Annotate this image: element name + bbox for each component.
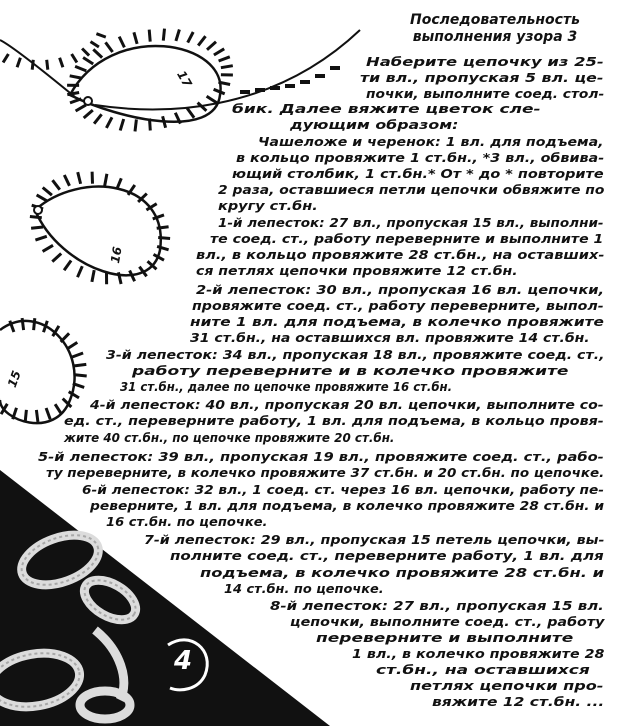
- stitch-tick: [43, 245, 53, 251]
- paragraph-line: 1 вл., в колечко провяжите 28: [352, 646, 605, 661]
- stitch-tick: [67, 93, 79, 95]
- paragraph-line: полните соед. ст., переверните работу, 1 вл. для: [170, 548, 604, 563]
- paragraph-line: в кольцо провяжите 1 ст.бн., *3 вл., обвива-: [236, 150, 605, 165]
- stitch-tick: [52, 254, 61, 262]
- stitch-tick: [30, 217, 42, 218]
- stitch-tick: [106, 117, 112, 128]
- stitch-tick: [35, 236, 46, 240]
- stitch-tick: [106, 42, 113, 52]
- stitch-tick: [17, 58, 20, 68]
- stitch-tick: [92, 270, 94, 282]
- paragraph-line: работу переверните и в колечко провяжите: [132, 363, 569, 378]
- paragraph-line: вл., в кольцо провяжите 28 ст.бн., на оставших-: [196, 247, 605, 262]
- paragraph-line: петлях цепочки про-: [410, 678, 604, 693]
- paragraph-line: 2-й лепесток: 30 вл., пропуская 16 вл. цепочки,: [196, 282, 605, 297]
- stitch-tick: [32, 60, 33, 70]
- paragraph-line: ту переверните, в колечко провяжите 37 ст.бн. и 20 ст.бн. по цепочке.: [46, 465, 605, 480]
- stitch-tick: [176, 30, 180, 41]
- stitch-tick: [34, 318, 35, 330]
- paragraph-line: 16 ст.бн. по цепочке.: [106, 514, 268, 529]
- paragraph-line: 31 ст.бн., на оставшихся вл. провяжите 14 ст.бн.: [190, 330, 590, 345]
- stitch-tick: [219, 57, 230, 61]
- diagram-number-15: 15: [4, 368, 24, 390]
- stitch-tick: [46, 408, 50, 419]
- paragraph-line: вяжите 12 ст.бн. ...: [432, 694, 605, 709]
- paragraph-line: дующим образом:: [290, 117, 459, 132]
- paragraph-line: 8-й лепесток: 27 вл., пропуская 15 вл.: [270, 598, 604, 613]
- stitch-tick: [78, 266, 83, 277]
- stitch-tick: [214, 49, 224, 55]
- stitch-tick: [120, 119, 124, 131]
- stitch-tick: [163, 116, 166, 128]
- stitch-tick: [84, 110, 93, 118]
- stitch-tick: [83, 58, 93, 65]
- stitch-tick: [82, 49, 89, 56]
- heading-line: выполнения узора 3: [412, 29, 578, 45]
- stitch-tick: [31, 227, 43, 228]
- paragraph-line: 31 ст.бн., далее по цепочке провяжите 16 ст.бн.: [120, 379, 453, 394]
- stitch-tick: [96, 34, 105, 37]
- paragraph-line: подъема, в колечко провяжите 28 ст.бн. и: [200, 565, 605, 580]
- stitch-tick: [3, 54, 8, 63]
- stitch-tick: [117, 178, 122, 189]
- stitch-tick: [157, 246, 169, 249]
- paragraph-line: Наберите цепочку из 25-: [366, 54, 604, 69]
- stitch-tick: [22, 318, 24, 330]
- stitch-tick: [94, 114, 102, 123]
- stitch-tick: [72, 353, 83, 357]
- stitch-tick: [60, 58, 63, 68]
- paragraph-line: Чашеложе и черенок: 1 вл. для подъема,: [258, 134, 604, 149]
- paragraph-line: 1-й лепесток: 27 вл., пропуская 15 вл., выполни-: [218, 215, 604, 230]
- paragraph-line: цепочки, выполните соед. ст., работу: [290, 614, 605, 629]
- paragraph-line: 2 раза, оставшиеся петли цепочки обвяжите по: [218, 182, 605, 197]
- stitch-tick: [105, 174, 107, 186]
- stitch-tick: [72, 54, 77, 63]
- paragraph-line: ющий столбик, 1 ст.бн.* От * до * повторите: [232, 166, 604, 181]
- paragraph-line: жите 40 ст.бн., по цепочке провяжите 20 ст.бн.: [64, 430, 395, 445]
- paragraph-line: кругу ст.бн.: [218, 198, 318, 213]
- stitch-tick: [25, 410, 26, 422]
- stitch-tick: [93, 49, 102, 57]
- stitch-tick: [78, 172, 81, 184]
- stitch-tick: [207, 42, 216, 50]
- heading-line: Последовательность: [410, 12, 580, 28]
- paragraph-line: 14 ст.бн. по цепочке.: [224, 581, 384, 596]
- stitch-tick: [135, 119, 136, 131]
- stitch-tick: [36, 410, 38, 422]
- paragraph-line: 4-й лепесток: 40 вл., пропуская 20 вл. цепочки, выполните со-: [90, 397, 604, 412]
- stitch-tick: [53, 180, 60, 190]
- paragraph-line: 6-й лепесток: 32 вл., 1 соед. ст. через 16 вл. цепочки, работу пе-: [82, 482, 604, 497]
- stitch-tick: [44, 321, 48, 332]
- stitch-tick: [75, 66, 86, 71]
- stitch-tick: [76, 105, 86, 111]
- section-heading: [395, 12, 595, 46]
- paragraph-line: ните 1 вл. для подъема, в колечко провяжите: [190, 314, 604, 329]
- paragraph-line: 7-й лепесток: 29 вл., пропуская 15 петель цепочки, вы-: [144, 532, 605, 547]
- stitch-tick: [198, 36, 205, 45]
- stitch-tick: [134, 32, 137, 44]
- stitch-tick: [163, 29, 164, 41]
- paragraph-line: бик. Далее вяжите цветок сле-: [232, 101, 541, 116]
- stitch-tick: [47, 60, 48, 70]
- stitch-tick: [70, 99, 81, 103]
- stitch-tick: [64, 261, 71, 271]
- paragraph-line: реверните, 1 вл. для подъема, в колечко провяжите 28 ст.бн. и: [90, 498, 605, 513]
- stitch-tick: [157, 227, 169, 229]
- paragraph-line: 5-й лепесток: 39 вл., пропуская 19 вл., провяжите соед. ст., рабо-: [38, 449, 604, 464]
- paragraph-line: те соед. ст., работу переверните и выполните 1: [210, 231, 604, 246]
- stitch-tick: [214, 89, 225, 94]
- paragraph-line: переверните и выполните: [316, 630, 574, 645]
- stitch-tick: [43, 188, 52, 196]
- stitch-tick: [70, 76, 82, 78]
- stitch-tick: [119, 37, 124, 48]
- stitch-tick: [67, 342, 77, 349]
- paragraph-line: ся петлях цепочки провяжите 12 ст.бн.: [196, 263, 518, 278]
- stitch-tick: [149, 30, 150, 42]
- paragraph-line: ст.бн., на оставшихся: [376, 662, 590, 677]
- diagram-number-17: 17: [174, 68, 195, 90]
- stitch-tick: [207, 96, 217, 103]
- figure-number: 4: [174, 646, 193, 676]
- stitch-tick: [158, 238, 170, 239]
- paragraph-line: 3-й лепесток: 34 вл., пропуская 18 вл., провяжите соед. ст.,: [106, 347, 605, 362]
- stitch-tick: [75, 375, 87, 376]
- stitch-tick: [61, 333, 69, 342]
- paragraph-line: ед. ст., переверните работу, 1 вл. для подъема, в кольцо провя-: [64, 413, 604, 428]
- stitch-tick: [55, 404, 62, 414]
- stitch-tick: [91, 42, 99, 47]
- stitch-tick: [188, 32, 194, 43]
- stitch-tick: [221, 66, 233, 68]
- paragraph-line: почки, выполните соед. стол-: [366, 86, 605, 101]
- paragraph-line: ти вл., пропуская 5 вл. це-: [360, 70, 604, 85]
- stitch-tick: [150, 119, 151, 131]
- stitch-tick: [187, 108, 194, 118]
- stitch-tick: [74, 364, 86, 366]
- diagram-number-16: 16: [108, 245, 125, 265]
- stitch-tick: [37, 195, 47, 201]
- paragraph-line: провяжите соед. ст., работу переверните, выпол-: [192, 298, 604, 313]
- stitch-tick: [64, 175, 69, 186]
